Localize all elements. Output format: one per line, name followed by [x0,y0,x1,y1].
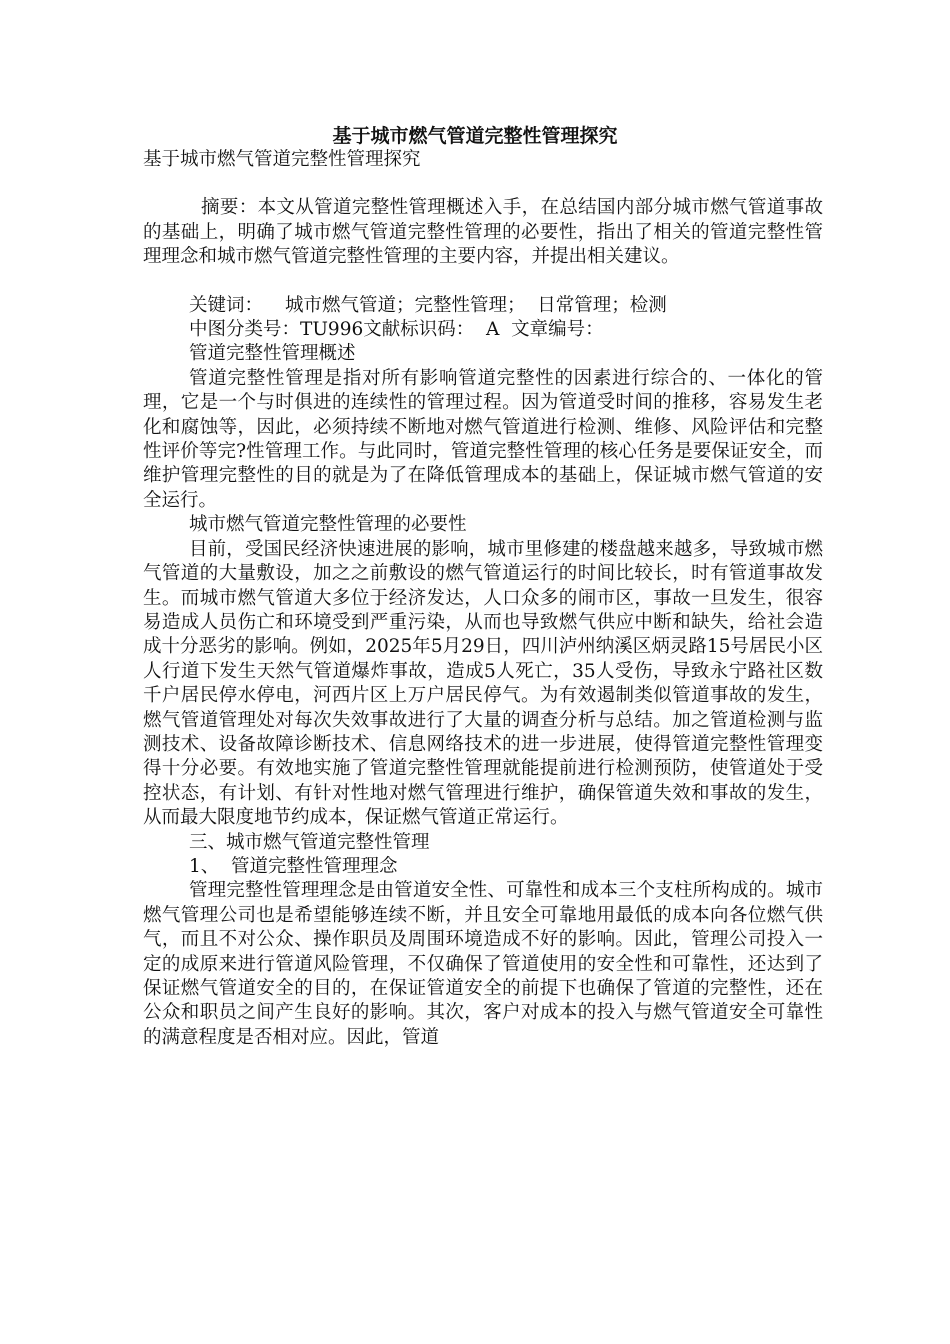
section-heading: 三、城市燃气管道完整性管理 [189,831,430,853]
classification-line: 中图分类号：TU996文献标识码： A 文章编号： [189,319,604,341]
keywords-label: 关键词： [189,294,264,316]
body-paragraph: 目前，受国民经济快速进展的影响，城市里修建的楼盘越来越多，导致城市燃气管道的大量敷设，加之之前敷设的燃气管道运行的时间比较长，时有管道事故发生。而城市燃气管道大多位于经济发达，人口众多的闹市区，事故一旦发生，很容易造成人员伤亡和环境受到严重污染，从而也导致燃气供应中断和缺失，给社会造成十分恶劣的影响。例如，2025年5月29日，四川泸州纳溪区炳灵路15号居民小区人行道下发生天然气管道爆炸事故，造成5人死亡，35人受伤，导致永宁路社区数千户居民停水停电，河西片区上万户居民停气。为有效遏制类似管道事故的发生，燃气管道管理处对每次失效事故进行了大量的调查分析与总结。加之管道检测与监测技术、设备故障诊断技术、信息网络技术的进一步进展，使得管道完整性管理变得十分必要。有效地实施了管道完整性管理就能提前进行检测预防，使管道处于受控状态，有计划、有针对性地对燃气管理进行维护，确保管道失效和事故的发生，从而最大限度地节约成本，保证燃气管道正常运行。 [143,538,823,829]
subsection-heading: 1、 管道完整性管理理念 [189,855,398,877]
document-title: 基于城市燃气管道完整性管理探究 [332,125,618,147]
body-paragraph: 管道完整性管理是指对所有影响管道完整性的因素进行综合的、一体化的管理，它是一个与时俱进的连续性的管理过程。因为管道受时间的推移，容易发生老化和腐蚀等，因此，必须持续不断地对燃气管道进行检测、维修、风险评估和完整性评价等完?性管理工作。与此同时，管道完整性管理的核心任务是要保证安全，而维护管理完整性的目的就是为了在降低管理成本的基础上，保证城市燃气管道的安全运行。 [143,367,823,511]
document-body [143,148,823,1050]
keywords-line [143,294,823,318]
abstract-paragraph: 摘要：本文从管道完整性管理概述入手，在总结国内部分城市燃气管道事故的基础上，明确了城市燃气管道完整性管理的必要性，指出了相关的管道完整性管理理念和城市燃气管道完整性管理的主要内容，并提出相关建议。 [143,197,823,268]
document-subtitle: 基于城市燃气管道完整性管理探究 [143,149,421,170]
section-heading: 管道完整性管理概述 [189,343,356,365]
blank-line [143,270,823,294]
body-paragraph: 管理完整性管理理念是由管道安全性、可靠性和成本三个支柱所构成的。城市燃气管理公司也是希望能够连续不断，并且安全可靠地用最低的成本向各位燃气供气，而且不对公众、操作职员及周围环境造成不好的影响。因此，管理公司投入一定的成原来进行管道风险管理，不仅确保了管道使用的安全性和可靠性，还达到了保证燃气管道安全的目的，在保证管道安全的前提下也确保了管道的完整性，还在公众和职员之间产生良好的影响。其次，客户对成本的投入与燃气管道安全可靠性的满意程度是否相对应。因此，管道 [143,880,823,1048]
keywords-text: 城市燃气管道；完整性管理； 日常管理；检测 [285,294,667,316]
blank-line [143,172,823,196]
section-heading: 城市燃气管道完整性管理的必要性 [189,514,467,536]
